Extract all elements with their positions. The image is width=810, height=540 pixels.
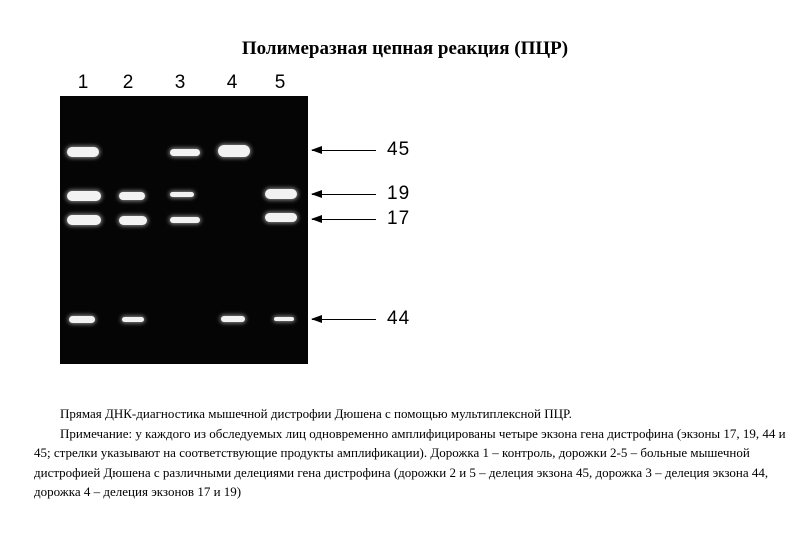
band-lane4-exon44 (221, 316, 245, 322)
band-lane5-exon19 (265, 189, 297, 199)
lane-number-5: 5 (274, 72, 286, 93)
caption-note: Примечание: у каждого из обследуемых лиц одновременно амплифицированы четыре экзона гена дистрофина (экзоны 17, 19, 44 и 45; стрелки указывают на соответствующие продукты амплификации). Дорожка 1 – контроль, дорожки 2-5 – больные мышечной дистрофией Дюшена с различными делециями гена дистрофина (дорожки 2 и 5 – делеция экзона 45, дорожка 3 – делеция экзона 44, дорожка 4 – делеция экзонов 17 и 19) (34, 425, 786, 499)
band-lane1-exon17 (67, 215, 101, 225)
label-exon45: 45 (387, 139, 411, 160)
band-lane3-exon17 (170, 217, 200, 223)
band-lane4-exon45 (218, 145, 250, 157)
lane-number-1: 1 (77, 72, 89, 93)
arrow-exon19 (312, 194, 376, 195)
arrow-exon17 (312, 219, 376, 220)
band-lane2-exon19 (119, 192, 145, 200)
band-lane1-exon44 (69, 316, 95, 323)
lane-number-2: 2 (122, 72, 134, 93)
label-exon17: 17 (387, 208, 411, 229)
band-lane2-exon44 (122, 317, 144, 322)
arrow-exon45 (312, 150, 376, 151)
band-lane1-exon45 (67, 147, 99, 157)
band-lane3-exon19 (170, 192, 194, 197)
arrow-exon44 (312, 319, 376, 320)
page-title: Полимеразная цепная реакция (ПЦР) (241, 38, 569, 59)
label-exon19: 19 (387, 183, 411, 204)
lane-number-4: 4 (226, 72, 238, 93)
figure-caption (34, 404, 794, 502)
band-lane3-exon45 (170, 149, 200, 156)
caption-main-line: Прямая ДНК-диагностика мышечной дистрофии Дюшена с помощью мультиплексной ПЦР. (60, 406, 572, 421)
electrophoresis-gel (60, 96, 308, 364)
band-lane1-exon19 (67, 191, 101, 201)
lane-number-3: 3 (174, 72, 186, 93)
label-exon44: 44 (387, 308, 411, 329)
band-lane5-exon17 (265, 213, 297, 222)
band-lane5-exon44 (274, 317, 294, 321)
band-lane2-exon17 (119, 216, 147, 225)
